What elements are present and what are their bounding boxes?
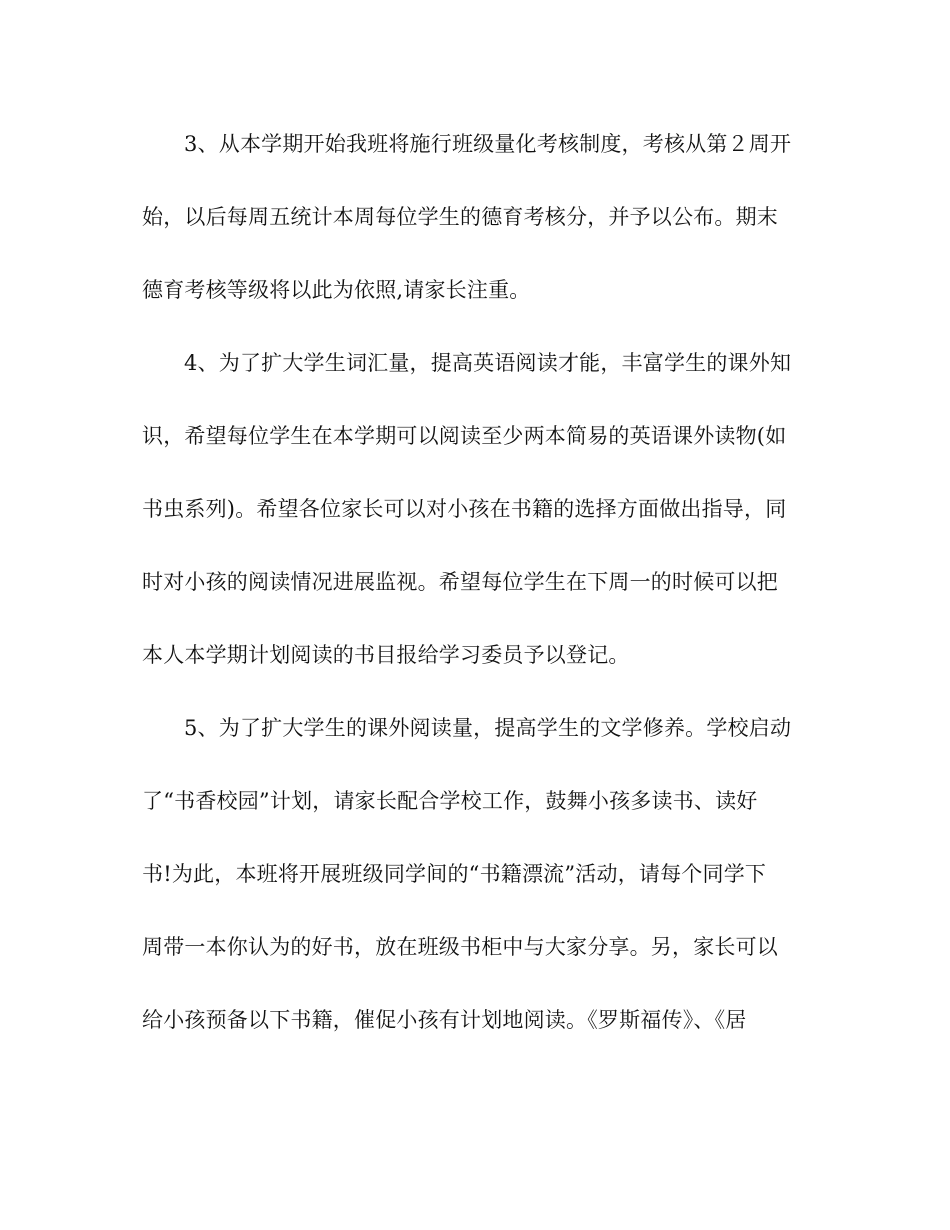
paragraph-4-line-4: 时对小孩的阅读情况进展监视。希望每位学生在下周一的时候可以把	[142, 570, 778, 594]
paragraph-3-line-1: 3、从本学期开始我班将施行班级量化考核制度，考核从第２周开	[184, 132, 792, 156]
paragraph-3-line-2: 始，以后每周五统计本周每位学生的德育考核分，并予以公布。期末	[142, 205, 778, 229]
paragraph-4-line-3: 书虫系列)。希望各位家长可以对小孩在书籍的选择方面做出指导，同	[142, 497, 787, 521]
paragraph-5-line-1: 5、为了扩大学生的课外阅读量，提高学生的文学修养。学校启动	[184, 716, 792, 740]
paragraph-5-line-2: 了“书香校园”计划，请家长配合学校工作，鼓舞小孩多读书、读好	[142, 789, 758, 813]
paragraph-4-line-5: 本人本学期计划阅读的书目报给学习委员予以登记。	[142, 643, 630, 667]
paragraph-5-line-5: 给小孩预备以下书籍，催促小孩有计划地阅读。《罗斯福传》、《居	[142, 1008, 747, 1032]
paragraph-5-line-4: 周带一本你认为的好书，放在班级书柜中与大家分享。另，家长可以	[142, 935, 778, 959]
paragraph-3-line-3: 德育考核等级将以此为依照,请家长注重。	[142, 278, 531, 302]
paragraph-4-line-1: 4、为了扩大学生词汇量，提高英语阅读才能，丰富学生的课外知	[184, 351, 792, 375]
paragraph-5-line-3: 书!为此，本班将开展班级同学间的“书籍漂流”活动，请每个同学下	[142, 862, 767, 886]
paragraph-4-line-2: 识，希望每位学生在本学期可以阅读至少两本简易的英语课外读物(如	[142, 424, 787, 448]
